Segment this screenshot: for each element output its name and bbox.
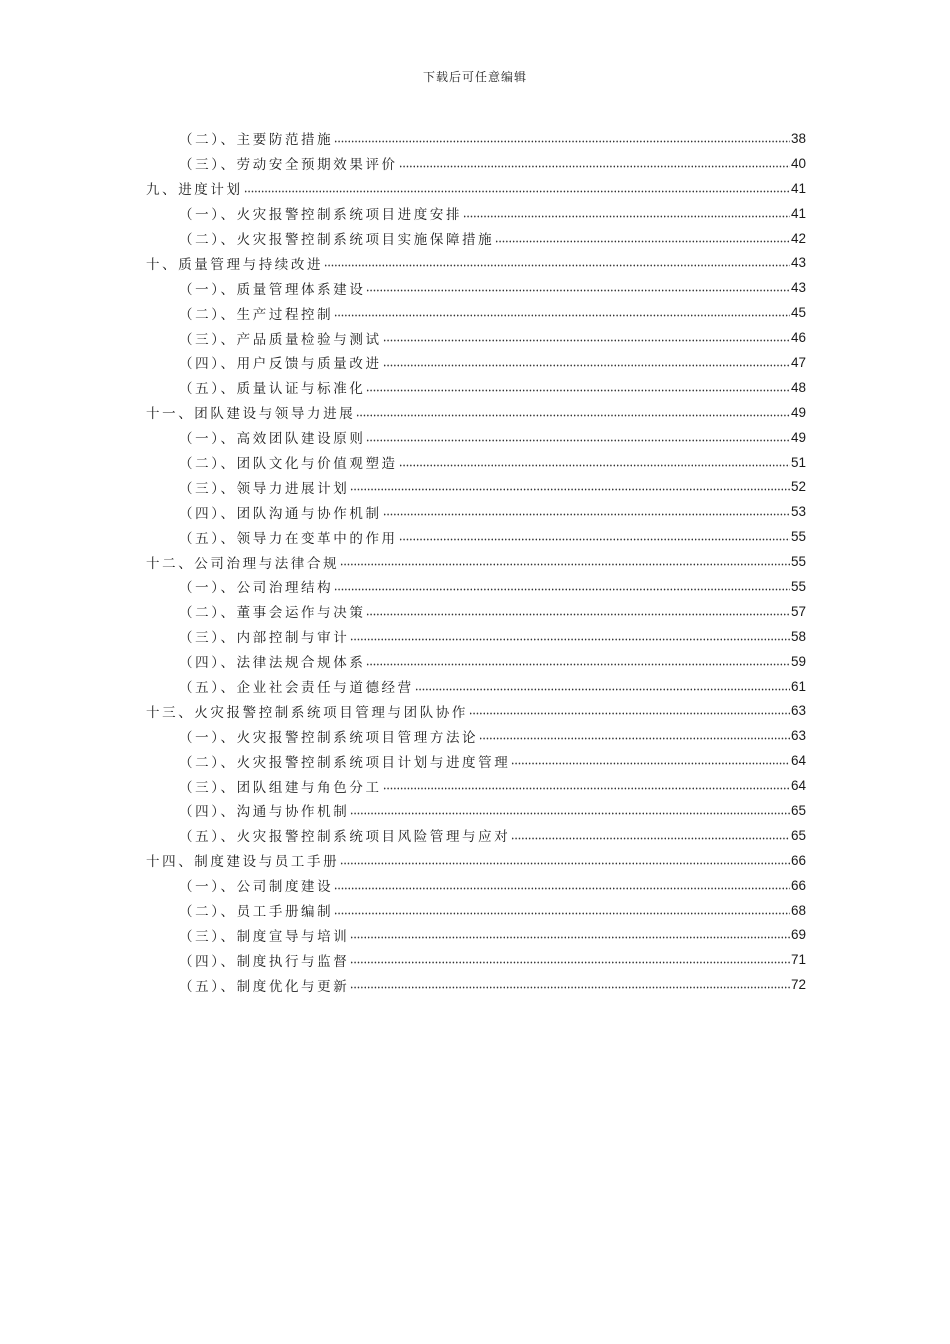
toc-entry[interactable]: [146, 275, 806, 300]
toc-entry-page-number: 63: [790, 703, 806, 719]
toc-dot-leader: [350, 635, 790, 643]
toc-dot-leader: [383, 511, 790, 519]
toc-entry-page-number: 58: [790, 628, 806, 644]
toc-entry[interactable]: [146, 698, 806, 723]
toc-entry[interactable]: [146, 624, 806, 649]
toc-entry-title: （一）、公司治理结构: [179, 580, 334, 597]
toc-entry-page-number: 72: [790, 977, 806, 993]
toc-entry-title: （三）、产品质量检验与测试: [179, 331, 382, 348]
toc-entry[interactable]: [146, 947, 806, 972]
toc-dot-leader: [383, 361, 790, 369]
toc-entry-page-number: 41: [790, 205, 806, 221]
toc-entry[interactable]: [146, 375, 806, 400]
toc-entry[interactable]: [146, 499, 806, 524]
toc-dot-leader: [366, 610, 790, 618]
page-header: 下载后可任意编辑: [422, 70, 527, 84]
toc-entry-title: （五）、企业社会责任与道德经营: [179, 680, 414, 697]
toc-entry[interactable]: [146, 325, 806, 350]
toc-entry-page-number: 63: [790, 728, 806, 744]
toc-entry-title: （一）、火灾报警控制系统项目管理方法论: [179, 729, 479, 746]
toc-entry-title: （三）、内部控制与审计: [179, 630, 350, 647]
toc-entry-page-number: 38: [790, 130, 806, 146]
toc-entry-title: （四）、沟通与协作机制: [179, 804, 350, 821]
toc-dot-leader: [350, 486, 790, 494]
toc-entry-page-number: 55: [790, 554, 806, 570]
toc-entry-page-number: 59: [790, 653, 806, 669]
toc-entry[interactable]: [146, 425, 806, 450]
toc-entry[interactable]: [146, 400, 806, 425]
toc-dot-leader: [340, 859, 790, 867]
toc-entry-title: （五）、制度优化与更新: [179, 978, 350, 995]
toc-dot-leader: [399, 536, 790, 544]
toc-entry[interactable]: [146, 723, 806, 748]
toc-entry-title: （四）、用户反馈与质量改进: [179, 356, 382, 373]
toc-entry[interactable]: [146, 300, 806, 325]
toc-entry[interactable]: [146, 798, 806, 823]
toc-entry[interactable]: [146, 126, 806, 151]
toc-entry-title: （一）、高效团队建设原则: [179, 431, 366, 448]
toc-dot-leader: [340, 561, 790, 569]
toc-entry-page-number: 64: [790, 753, 806, 769]
toc-entry[interactable]: [146, 450, 806, 475]
toc-entry-page-number: 45: [790, 305, 806, 321]
toc-entry[interactable]: [146, 474, 806, 499]
toc-entry-page-number: 57: [790, 603, 806, 619]
toc-entry-page-number: 52: [790, 479, 806, 495]
toc-dot-leader: [479, 735, 790, 743]
toc-entry-title: 十三、火灾报警控制系统项目管理与团队协作: [146, 704, 468, 721]
toc-entry-page-number: 41: [790, 180, 806, 196]
toc-entry-title: （一）、公司制度建设: [179, 879, 334, 896]
toc-entry-title: （二）、团队文化与价值观塑造: [179, 456, 398, 473]
toc-dot-leader: [334, 585, 790, 593]
toc-entry-page-number: 47: [790, 354, 806, 370]
toc-entry[interactable]: [146, 649, 806, 674]
toc-dot-leader: [415, 685, 790, 693]
toc-dot-leader: [469, 710, 790, 718]
toc-entry[interactable]: [146, 823, 806, 848]
toc-entry-page-number: 53: [790, 504, 806, 520]
toc-entry-title: （五）、领导力在变革中的作用: [179, 530, 398, 547]
toc-entry-page-number: 46: [790, 330, 806, 346]
table-of-contents: [146, 126, 806, 997]
toc-entry[interactable]: [146, 574, 806, 599]
toc-entry[interactable]: [146, 599, 806, 624]
toc-dot-leader: [350, 959, 790, 967]
toc-entry-title: （二）、火灾报警控制系统项目计划与进度管理: [179, 754, 511, 771]
toc-entry-page-number: 49: [790, 404, 806, 420]
toc-entry-page-number: 55: [790, 529, 806, 545]
toc-dot-leader: [366, 386, 790, 394]
toc-entry-title: （三）、制度宣导与培训: [179, 928, 350, 945]
toc-dot-leader: [350, 984, 790, 992]
toc-dot-leader: [334, 137, 790, 145]
toc-entry-title: （四）、法律法规合规体系: [179, 655, 366, 672]
toc-entry-page-number: 49: [790, 429, 806, 445]
toc-dot-leader: [511, 834, 790, 842]
toc-entry-title: （五）、火灾报警控制系统项目风险管理与应对: [179, 829, 511, 846]
toc-dot-leader: [495, 237, 790, 245]
toc-dot-leader: [399, 461, 790, 469]
toc-dot-leader: [399, 162, 790, 170]
toc-dot-leader: [366, 287, 790, 295]
toc-entry[interactable]: [146, 873, 806, 898]
toc-dot-leader: [383, 785, 790, 793]
toc-entry[interactable]: [146, 898, 806, 923]
toc-entry-title: （二）、生产过程控制: [179, 306, 334, 323]
toc-entry-title: （二）、员工手册编制: [179, 904, 334, 921]
toc-entry[interactable]: [146, 923, 806, 948]
toc-entry-page-number: 68: [790, 902, 806, 918]
toc-entry-page-number: 64: [790, 778, 806, 794]
toc-entry-page-number: 71: [790, 952, 806, 968]
toc-entry-page-number: 40: [790, 155, 806, 171]
toc-entry-title: 十一、团队建设与领导力进展: [146, 406, 356, 423]
toc-entry[interactable]: [146, 524, 806, 549]
toc-entry-page-number: 48: [790, 379, 806, 395]
toc-dot-leader: [383, 337, 790, 345]
toc-dot-leader: [334, 884, 790, 892]
toc-entry-page-number: 43: [790, 280, 806, 296]
toc-entry[interactable]: [146, 250, 806, 275]
toc-entry[interactable]: [146, 972, 806, 997]
toc-entry-page-number: 69: [790, 927, 806, 943]
toc-entry[interactable]: [146, 176, 806, 201]
toc-entry-page-number: 55: [790, 578, 806, 594]
toc-entry-page-number: 66: [790, 852, 806, 868]
toc-entry-page-number: 51: [790, 454, 806, 470]
toc-entry[interactable]: [146, 773, 806, 798]
toc-entry-title: （三）、团队组建与角色分工: [179, 779, 382, 796]
toc-entry[interactable]: [146, 848, 806, 873]
toc-entry[interactable]: [146, 201, 806, 226]
toc-entry-title: 十四、制度建设与员工手册: [146, 854, 340, 871]
toc-entry-title: 十二、公司治理与法律合规: [146, 555, 340, 572]
toc-dot-leader: [334, 312, 790, 320]
toc-entry-title: （四）、制度执行与监督: [179, 953, 350, 970]
toc-dot-leader: [350, 809, 790, 817]
toc-entry[interactable]: [146, 350, 806, 375]
toc-entry-title: （三）、劳动安全预期效果评价: [179, 157, 398, 174]
toc-entry-title: （二）、董事会运作与决策: [179, 605, 366, 622]
toc-entry-title: （五）、质量认证与标准化: [179, 381, 366, 398]
toc-entry-title: （一）、火灾报警控制系统项目进度安排: [179, 207, 463, 224]
toc-entry-page-number: 42: [790, 230, 806, 246]
toc-entry[interactable]: [146, 226, 806, 251]
toc-entry-title: 九、进度计划: [146, 182, 243, 199]
toc-entry[interactable]: [146, 151, 806, 176]
toc-entry-title: 十、质量管理与持续改进: [146, 256, 324, 273]
toc-entry-page-number: 65: [790, 827, 806, 843]
toc-entry[interactable]: [146, 674, 806, 699]
toc-dot-leader: [511, 760, 790, 768]
toc-entry-page-number: 43: [790, 255, 806, 271]
toc-entry-page-number: 66: [790, 877, 806, 893]
toc-dot-leader: [366, 436, 790, 444]
toc-dot-leader: [244, 187, 790, 195]
toc-dot-leader: [324, 262, 790, 270]
toc-dot-leader: [366, 660, 790, 668]
toc-entry-title: （二）、火灾报警控制系统项目实施保障措施: [179, 232, 495, 248]
toc-entry-page-number: 61: [790, 678, 806, 694]
toc-dot-leader: [463, 212, 790, 220]
toc-entry-title: （二）、主要防范措施: [179, 132, 334, 149]
toc-dot-leader: [356, 411, 790, 419]
toc-dot-leader: [350, 934, 790, 942]
toc-entry-title: （三）、领导力进展计划: [179, 480, 350, 497]
toc-entry[interactable]: [146, 748, 806, 773]
toc-entry-title: （一）、质量管理体系建设: [179, 281, 366, 298]
toc-dot-leader: [334, 909, 790, 917]
toc-entry-title: （四）、团队沟通与协作机制: [179, 505, 382, 522]
toc-entry-page-number: 65: [790, 802, 806, 818]
toc-entry[interactable]: [146, 549, 806, 574]
